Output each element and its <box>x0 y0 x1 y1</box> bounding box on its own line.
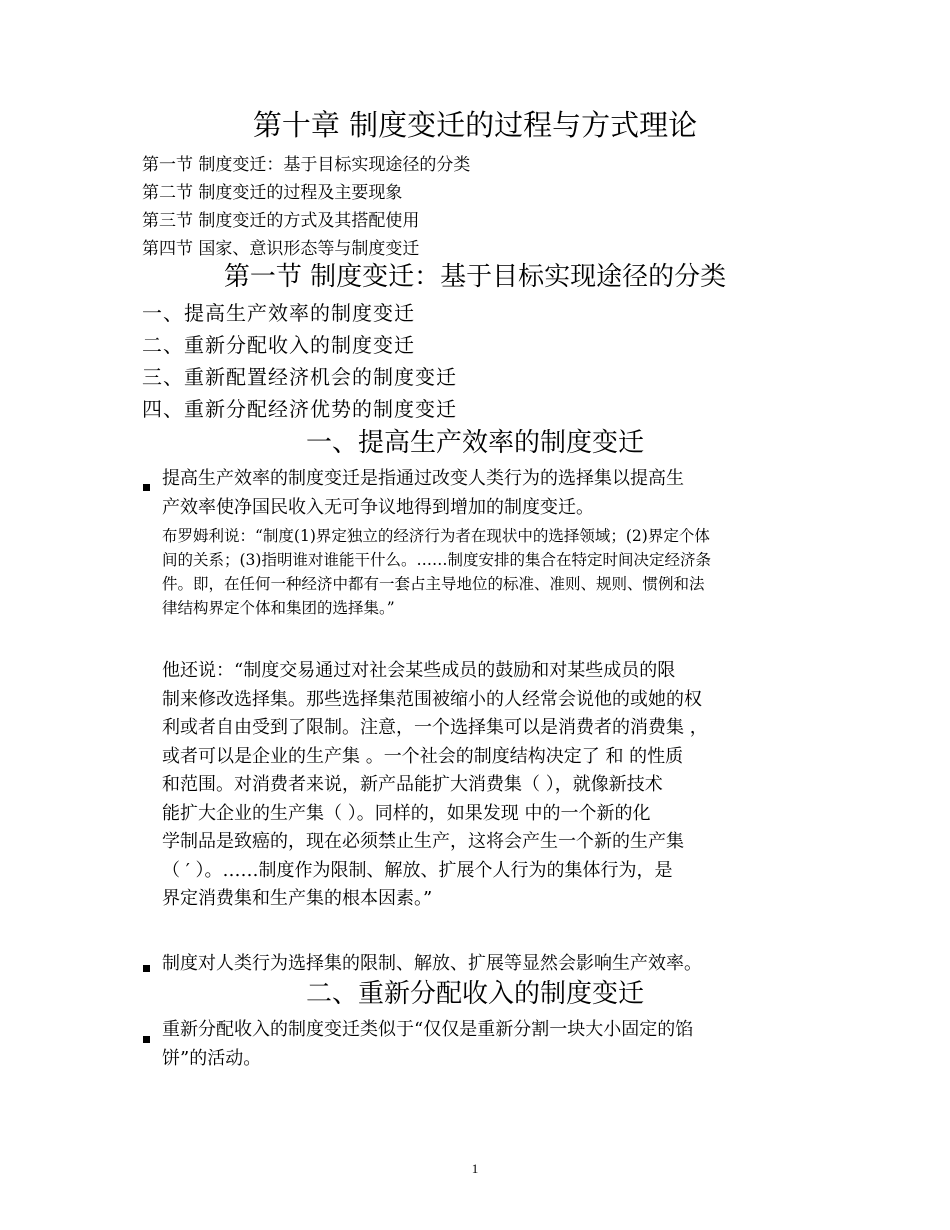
paragraph-line: 重新分配收入的制度变迁类似于“仅仅是重新分割一块大小固定的馅 <box>162 1019 694 1040</box>
bullet-icon <box>143 484 150 491</box>
quote-line: 布罗姆利说：“制度(1)界定独立的经济行为者在现状中的选择领域；(2)界定个体 <box>162 527 710 545</box>
quote-line: 制来修改选择集。那些选择集范围被缩小的人经常会说他的或她的权 <box>162 688 702 710</box>
section1-title: 第一节 制度变迁：基于目标实现途径的分类 <box>223 262 727 292</box>
quote-line: 他还说：“制度交易通过对社会某些成员的鼓励和对某些成员的限 <box>162 660 676 681</box>
section1-item-2: 二、重新分配收入的制度变迁 <box>142 333 415 357</box>
quote-line: 和范围。对消费者来说，新产品能扩大消费集（ ），就像新技术 <box>162 774 663 795</box>
toc-item-3: 第三节 制度变迁的方式及其搭配使用 <box>142 211 420 231</box>
second-quote <box>162 657 708 914</box>
quote-line: 件。即，在任何一种经济中都有一套占主导地位的标准、准则、规则、惯例和法 <box>162 575 705 593</box>
toc-item-2: 第二节 制度变迁的过程及主要现象 <box>142 183 403 203</box>
paragraph-line: 提高生产效率的制度变迁是指通过改变人类行为的选择集以提高生 <box>162 468 684 489</box>
toc-item-4: 第四节 国家、意识形态等与制度变迁 <box>142 239 420 259</box>
quote-line: （ ′ ）。……制度作为限制、解放、扩展个人行为的集体行为，是 <box>162 859 673 881</box>
subsection2-title: 二、重新分配收入的制度变迁 <box>305 979 644 1009</box>
quote-line: 律结构界定个体和集团的选择集。” <box>162 599 395 617</box>
paragraph-line: 产效率使净国民收入无可争议地得到增加的制度变迁。 <box>162 496 594 518</box>
paragraph-line: 制度对人类行为选择集的限制、解放、扩展等显然会影响生产效率。 <box>162 953 702 974</box>
bullet-icon <box>143 1036 150 1043</box>
chapter-title: 第十章 制度变迁的过程与方式理论 <box>252 108 698 142</box>
page-number: 1 <box>471 1161 479 1176</box>
bullet-icon <box>143 965 150 972</box>
quote-line: 或者可以是企业的生产集 。一个社会的制度结构决定了 和 的性质 <box>162 745 684 767</box>
quote-line: 学制品是致癌的，现在必须禁止生产，这将会产生一个新的生产集 <box>162 831 684 852</box>
section1-item-1: 一、提高生产效率的制度变迁 <box>142 301 415 325</box>
quote-line: 利或者自由受到了限制。注意，一个选择集可以是消费者的消费集 ， <box>162 717 708 738</box>
paragraph-redistribution <box>162 1016 693 1073</box>
paragraph-definition <box>162 465 684 522</box>
quote-line: 界定消费集和生产集的根本因素。” <box>162 888 433 909</box>
quote-line: 能扩大企业的生产集（ ）。同样的，如果发现 中的一个新的化 <box>162 802 651 824</box>
toc-item-1: 第一节 制度变迁：基于目标实现途径的分类 <box>142 155 471 175</box>
quote-line: 间的关系；(3)指明谁对谁能干什么。……制度安排的集合在特定时间决定经济条 <box>162 551 711 569</box>
bromley-quote <box>162 524 711 620</box>
subsection1-title: 一、提高生产效率的制度变迁 <box>305 428 644 458</box>
section1-item-4: 四、重新分配经济优势的制度变迁 <box>142 397 457 421</box>
section1-item-3: 三、重新配置经济机会的制度变迁 <box>142 365 457 389</box>
paragraph-line: 饼”的活动。 <box>162 1047 262 1069</box>
